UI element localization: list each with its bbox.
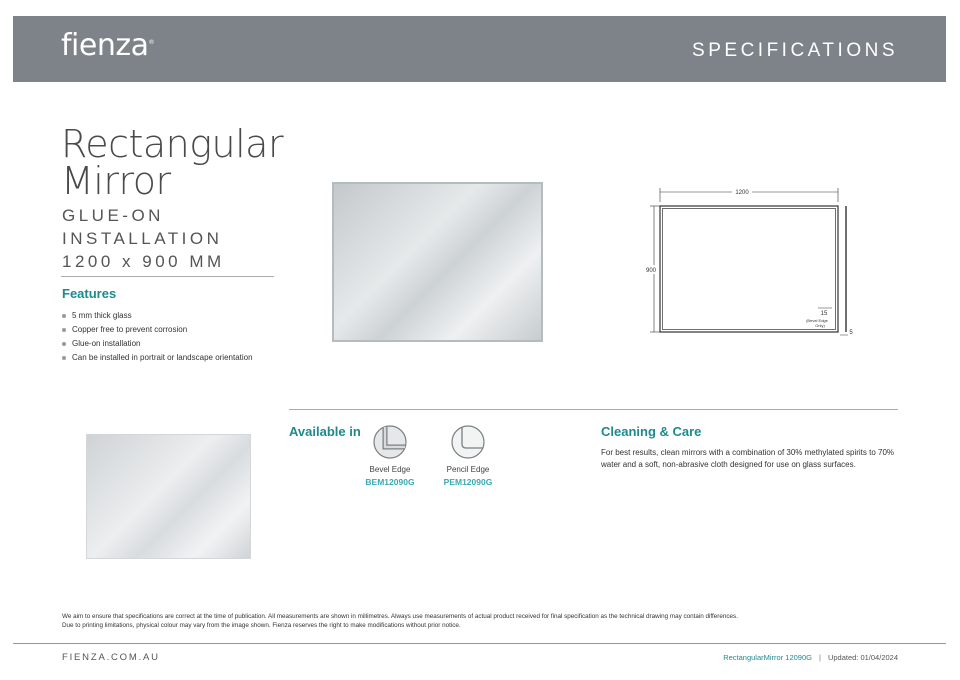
footer-divider (13, 643, 946, 644)
product-subtitle-line1: GLUE-ON (62, 206, 164, 225)
product-title-line1: Rectangular (61, 122, 284, 166)
footer-url[interactable]: FIENZA.COM.AU (62, 652, 160, 663)
title-divider (61, 276, 274, 277)
header-title: SPECIFICATIONS (692, 40, 898, 61)
available-heading: Available in (289, 424, 361, 439)
care-text: For best results, clean mirrors with a combination of 30% methylated spirits to 70% water and a soft, non-abrasive cloth designed for use on glass surfaces. (601, 448, 895, 469)
option-bevel-edge[interactable] (355, 424, 425, 487)
option-label: Bevel Edge (369, 465, 411, 474)
care-heading: Cleaning & Care (601, 424, 702, 439)
mirror-outline (660, 206, 838, 332)
bevel-edge-icon (372, 424, 408, 460)
footer-product-code: RectangularMirror 12090G (723, 653, 812, 662)
feature-item: Copper free to prevent corrosion (62, 323, 253, 337)
option-code: BEM12090G (365, 477, 415, 487)
header-banner (13, 16, 946, 82)
footer-updated: Updated: 01/04/2024 (827, 653, 898, 662)
product-subtitle-line3: 1200 x 900 MM (62, 252, 225, 271)
logo-registered-mark: ® (148, 39, 154, 46)
height-dimension-label: 900 (645, 268, 657, 274)
product-title (61, 122, 284, 203)
footer-separator: | (818, 653, 821, 662)
features-heading: Features (62, 286, 117, 301)
width-dimension-label: 1200 (735, 190, 749, 196)
option-pencil-edge[interactable] (433, 424, 503, 487)
thickness-dimension-label: 5 (849, 330, 853, 336)
fienza-logo[interactable] (61, 28, 154, 63)
footer-meta (723, 653, 898, 662)
bevel-outline (663, 209, 836, 330)
bevel-dimension-label: 15 (820, 311, 828, 317)
mirror-product-image (332, 182, 543, 342)
bevel-note-line1: (Bevel Edge (806, 318, 828, 323)
pencil-edge-icon (450, 424, 486, 460)
disclaimer-line2: Due to printing limitations, physical colour may vary from the image shown. Fienza reserves the right to make modifications without prior notice. (62, 622, 461, 629)
technical-drawing (640, 180, 860, 340)
product-subtitle (62, 204, 225, 273)
features-list (62, 309, 253, 365)
disclaimer-line1: We aim to ensure that specifications are correct at the time of publication. All measurements are shown in millimetres. Always use measurements of actual product received for final specification as the technical drawing may contain differences. (62, 613, 738, 620)
disclaimer (62, 612, 922, 630)
technical-drawing-svg (640, 180, 860, 340)
product-subtitle-line2: INSTALLATION (62, 229, 223, 248)
feature-item: 5 mm thick glass (62, 309, 253, 323)
section-divider (289, 409, 898, 410)
product-title-line2: Mirror (61, 159, 171, 203)
mirror-landscape-image (86, 434, 251, 559)
option-label: Pencil Edge (446, 465, 490, 474)
logo-text: fienza (61, 28, 149, 63)
feature-item: Can be installed in portrait or landscape orientation (62, 351, 253, 365)
bevel-note-line2: Only) (815, 323, 825, 328)
option-code: PEM12090G (443, 477, 493, 487)
feature-item: Glue-on installation (62, 337, 253, 351)
